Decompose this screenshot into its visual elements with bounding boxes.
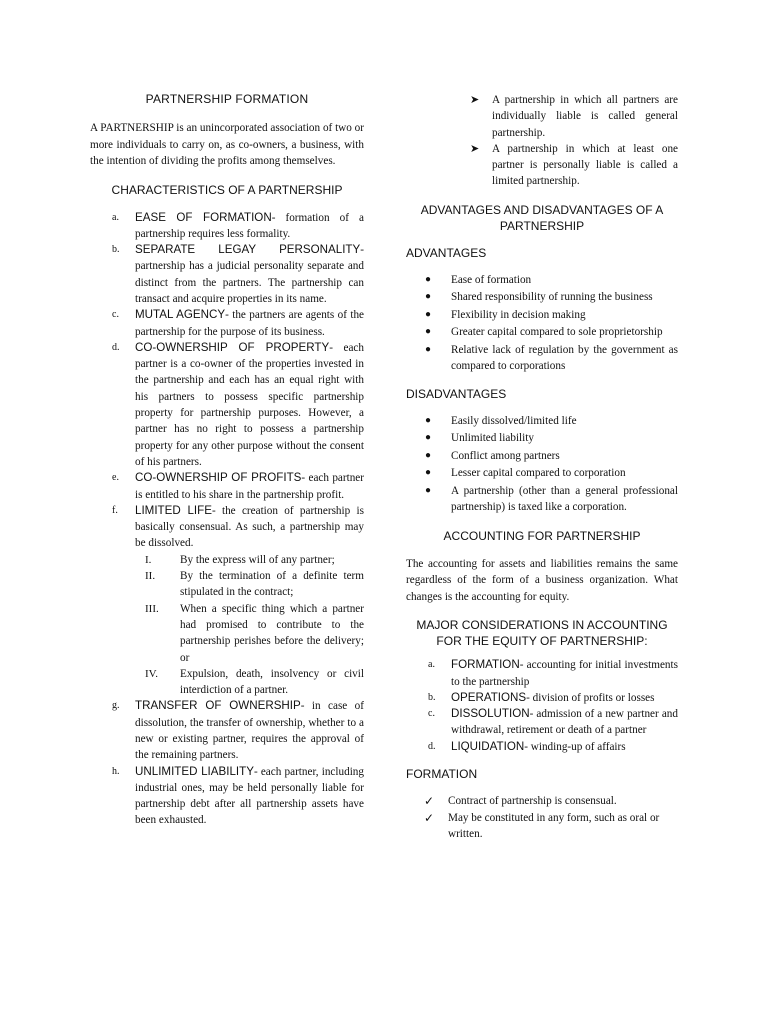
- list-item: [406, 289, 678, 306]
- list-marker: g.: [112, 700, 120, 712]
- item-term: EASE OF FORMATION: [135, 210, 272, 224]
- list-item: [135, 666, 364, 699]
- item-text: - admission of a new partner and withdrawal, retirement or death of a partner: [451, 708, 678, 737]
- bullet-icon: ●: [425, 449, 432, 461]
- characteristics-heading: CHARACTERISTICS OF A PARTNERSHIP: [111, 182, 343, 197]
- list-item: [406, 413, 678, 430]
- item-term: OPERATIONS: [451, 690, 527, 704]
- list-item: [406, 324, 678, 341]
- list-marker: c.: [112, 309, 119, 321]
- item-text: A partnership in which all partners are individually liable is called general partnership.: [492, 94, 678, 139]
- item-text: - each partner is entitled to his share in the partnership profit.: [135, 472, 364, 501]
- checkmark-icon: ✓: [424, 794, 435, 809]
- bullet-icon: ●: [425, 308, 432, 320]
- list-item: [406, 793, 678, 810]
- item-text: - division of profits or losses: [526, 691, 655, 704]
- list-item: [406, 810, 678, 843]
- list-item: [406, 272, 678, 289]
- list-item: [90, 307, 364, 340]
- list-item: [406, 483, 678, 516]
- major-considerations-heading: MAJOR CONSIDERATIONS IN ACCOUNTING FOR THE EQUITY OF PARTNERSHIP:: [416, 618, 668, 649]
- formation-list: [406, 793, 678, 843]
- item-text: Conflict among partners: [451, 449, 560, 462]
- list-marker: h.: [112, 765, 120, 777]
- advantages-heading: ADVANTAGES: [406, 245, 487, 260]
- bullet-icon: ●: [425, 326, 432, 338]
- list-marker: d.: [112, 341, 120, 353]
- list-marker: II.: [145, 570, 156, 583]
- item-text: Shared responsibility of running the business: [451, 291, 653, 304]
- bullet-icon: ●: [425, 432, 432, 444]
- item-text: - each partner is a co-owner of the properties invested in the partnership and each has an equal right with his partners to possess specific partnership property for partnership purposes. However, a partner has no right to possess a partnership property for any other purpose without the consent of his partners.: [135, 341, 364, 468]
- item-text: By the express will of any partner;: [180, 553, 335, 566]
- item-text: - the creation of partnership is basically consensual. As such, a partnership may be dissolved.: [135, 504, 364, 550]
- item-text: Unlimited liability: [451, 432, 534, 445]
- list-marker: c.: [428, 708, 435, 720]
- advantages-list: [406, 272, 678, 375]
- accounting-heading: ACCOUNTING FOR PARTNERSHIP: [443, 528, 641, 543]
- accounting-paragraph: The accounting for assets and liabilities remains the same regardless of the form of a business organization. What changes is the accounting for equity.: [406, 557, 678, 603]
- considerations-list: [406, 657, 678, 755]
- item-text: - the partners are agents of the partnership for the purpose of its business.: [135, 309, 364, 338]
- item-term: DISSOLUTION: [451, 707, 530, 721]
- list-item: [90, 470, 364, 503]
- item-text: - partnership has a judicial personality separate and distinct from the partners. The partnership can transact and acquire properties in its name.: [135, 244, 364, 305]
- list-marker: I.: [145, 553, 152, 566]
- list-marker: e.: [112, 472, 119, 484]
- partnership-types-list: [402, 92, 678, 190]
- item-text: Ease of formation: [451, 273, 532, 286]
- list-item: [90, 210, 364, 243]
- item-text: A partnership (other than a general professional partnership) is taxed like a corporation.: [451, 484, 678, 514]
- list-item: [90, 764, 364, 829]
- disadvantages-heading: DISADVANTAGES: [406, 386, 507, 401]
- left-column: [90, 92, 364, 829]
- bullet-icon: ●: [425, 414, 432, 426]
- item-term: SEPARATE LEGAY PERSONALITY: [135, 243, 361, 257]
- list-item: [402, 141, 678, 190]
- bullet-icon: ●: [425, 291, 432, 303]
- list-item: [406, 706, 678, 739]
- bullet-icon: ●: [425, 343, 432, 355]
- item-text: By the termination of a definite term stipulated in the contract;: [180, 570, 364, 599]
- list-item: [406, 430, 678, 447]
- item-text: - formation of a partnership requires less formality.: [135, 211, 364, 240]
- disadvantages-list: [406, 413, 678, 516]
- list-item: [406, 448, 678, 465]
- item-text: When a specific thing which a partner had promised to contribute to the partnership perishes before the delivery; or: [180, 602, 364, 664]
- list-item: [402, 92, 678, 141]
- list-item: [90, 242, 364, 307]
- item-text: Easily dissolved/limited life: [451, 414, 577, 427]
- right-column: [406, 92, 678, 843]
- item-text: A partnership in which at least one partner is personally liable is called a limited partnership.: [492, 142, 678, 188]
- item-term: FORMATION: [451, 658, 520, 672]
- list-item: [406, 739, 678, 755]
- list-marker: a.: [112, 211, 119, 223]
- item-text: Greater capital compared to sole proprietorship: [451, 326, 663, 339]
- item-text: Expulsion, death, insolvency or civil interdiction of a partner.: [180, 667, 364, 697]
- dissolution-list: [135, 552, 364, 699]
- list-marker: a.: [428, 659, 435, 671]
- formation-heading: FORMATION: [406, 767, 478, 782]
- bullet-icon: ●: [425, 467, 432, 479]
- list-item: [406, 307, 678, 324]
- list-item: [135, 568, 364, 601]
- list-item: [90, 698, 364, 763]
- item-term: LIMITED LIFE: [135, 503, 212, 517]
- item-text: Lesser capital compared to corporation: [451, 467, 626, 480]
- list-item: [406, 690, 678, 706]
- item-text: - in case of dissolution, the transfer of ownership, whether to a new or existing partner, requires the approval of the remaining partners.: [135, 700, 365, 762]
- list-marker: III.: [145, 602, 159, 615]
- list-item: [135, 601, 364, 666]
- checkmark-icon: ✓: [424, 810, 435, 825]
- item-term: UNLIMITED LIABILITY: [135, 764, 254, 778]
- list-item: [406, 342, 678, 375]
- list-marker: IV.: [145, 667, 158, 680]
- adv-disadv-heading: ADVANTAGES AND DISADVANTAGES OF A PARTNERSHIP: [420, 202, 664, 233]
- page-title: PARTNERSHIP FORMATION: [145, 92, 309, 106]
- list-item: [135, 552, 364, 568]
- item-text: - winding-up of affairs: [524, 740, 626, 753]
- bullet-icon: ●: [425, 484, 432, 496]
- item-text: Relative lack of regulation by the government as compared to corporations: [451, 343, 678, 373]
- item-term: TRANSFER OF OWNERSHIP: [135, 699, 301, 713]
- list-item: [90, 503, 364, 699]
- item-text: - accounting for initial investments to the partnership: [451, 659, 678, 688]
- item-term: CO-OWNERSHIP OF PROPERTY: [135, 340, 330, 354]
- arrow-bullet-icon: ➤: [470, 94, 480, 106]
- item-term: CO-OWNERSHIP OF PROFITS: [135, 471, 302, 485]
- item-text: May be constituted in any form, such as oral or written.: [448, 811, 660, 841]
- list-marker: b.: [112, 244, 120, 256]
- item-text: - each partner, including industrial ones, may be held personally liable for partnership debt after all partnership assets have been exhausted.: [135, 765, 364, 827]
- intro-paragraph: A PARTNERSHIP is an unincorporated association of two or more individuals to carry on, as co-owners, a business, with the intention of dividing the profits among themselves.: [90, 122, 364, 167]
- item-term: MUTAL AGENCY: [135, 308, 226, 322]
- arrow-bullet-icon: ➤: [470, 142, 480, 155]
- list-marker: d.: [428, 740, 436, 752]
- bullet-icon: ●: [425, 273, 432, 285]
- list-item: [90, 340, 364, 470]
- item-text: Flexibility in decision making: [451, 308, 586, 321]
- item-term: LIQUIDATION: [451, 739, 525, 753]
- list-marker: b.: [428, 691, 436, 703]
- list-item: [406, 657, 678, 690]
- list-marker: f.: [112, 504, 118, 516]
- list-item: [406, 465, 678, 482]
- item-text: Contract of partnership is consensual.: [448, 795, 617, 808]
- characteristics-list: [90, 210, 364, 829]
